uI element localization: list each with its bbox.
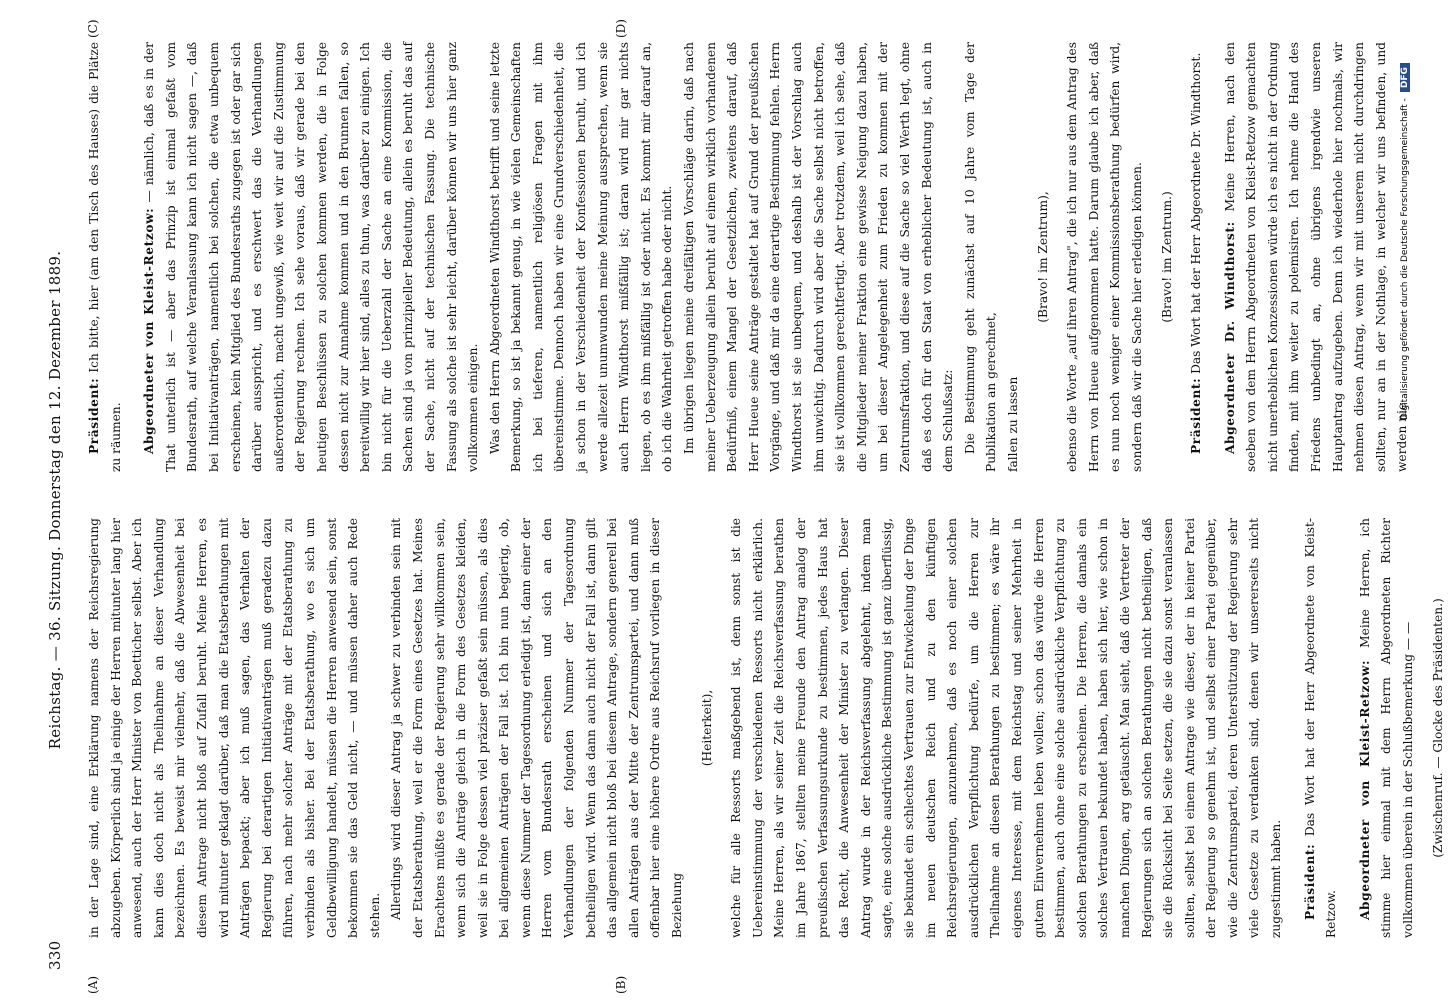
speech-paragraph	[139, 42, 485, 472]
margin-letter-a: (A)	[86, 975, 100, 994]
speech-text: Meine Herren, nach den soeben von dem Herrn Abgeordneten von Kleist-Retzow gemachten nicht unerheblichen Konzessionen würde ich es nicht in der Ordnung finden, mit ihm weiter zu polemisiren. Ich nehme die Hand des Friedens unbedingt an, ohne übrigens irgendwie unseren Hauptantrag aufzugeben. Denn ich wiederhole hier nochmals, wir nehmen diesen Antrag, wenn wir mit unserem nicht durchdringen sollten, nur an in der Nothlage, in welcher wir uns befinden, und werden nie	[1222, 42, 1410, 472]
left-column	[84, 518, 1445, 938]
speech-paragraph	[84, 42, 127, 472]
spacer	[1288, 518, 1300, 938]
dfg-credit-text: Digitalisierung gefördert durch die Deutsche Forschungsgemeinschaft -	[1400, 98, 1410, 420]
spacer	[127, 42, 139, 472]
spacer	[1208, 42, 1220, 472]
speech-paragraph	[1300, 518, 1343, 938]
speech-text: Das Wort hat der Herr Abgeordnete von Kleist-Retzow.	[1302, 518, 1339, 938]
speaker-label: Präsident:	[1189, 377, 1204, 454]
body-paragraph: Die Bestimmung geht zunächst auf 10 Jahre vom Tage der Publikation an gerechnet,	[962, 42, 999, 472]
dfg-logo: DFG	[1400, 63, 1410, 92]
stage-direction: (Heiterkeit),	[699, 689, 714, 767]
margin-letter-b: (B)	[614, 975, 628, 994]
stage-direction: (Bravo! im Zentrum.)	[1159, 191, 1174, 323]
body-paragraph: in der Lage sind, eine Erklärung namens der Reichsregierung abzugeben. Körperlich sind ja einige der Herren mitunter lang hier anwesend, auch der Herr Minister von Boetticher selbst. Aber ich kann dies doch nicht als Theilnahme an dieser Verhandlung bezeichnen. Es beweist mir vielmehr, daß die Abwesenheit bei diesem Antrage nicht bloß auf Zufall beruht. Meine Herren, es wird mitunter geklagt darüber, daß man die Etatsberathungen mit Anträgen bepackt; aber ich muß sagen, das Verhalten der Regierung bei derartigen Initiativanträgen muß geradezu dazu führen, nach mehr solcher Anträge mit der Etatsberathung zu verbinden als bisher. Bei der Etatsberathung, wo es sich um Geldbewilligung handelt, müssen die Herren anwesend sein, sonst bekommen sie das Geld nicht, — und müssen daher auch Rede stehen.	[87, 518, 382, 938]
speaker-label: Abgeordneter Dr. Windthorst:	[1222, 221, 1237, 454]
body-paragraph: Im übrigen liegen meine dreifältigen Vorschläge darin, daß nach meiner Ueberzeugung allein beruht auf einem wirklich vorhandenen Bedürfniß, einem Mangel der Gesetzlichen, zweitens darauf, daß Herr Hueue seine Anträge gestaltet hat auf Grund der preußischen Vorgänge, und daß mir da eine derartige Bestimmung fehlen. Herrn Windthorst ist sie unbequem, und deshalb ist der Vorschlag auch ihm unwichtig. Dadurch wird aber die Sache selbst nicht betroffen, sie ist vollkommen gerechtfertigt. Aber trotzdem, weil ich sehe, daß die Mitglieder meiner Fraktion eine gewisse Neigung dazu haben, um bei dieser Angelegenheit zum Frieden zu kommen mit der Zentrumsfraktion, und diese auf die Sache so viel Werth legt, ohne daß es doch für den Staat von erheblicher Bedeutung ist, auch in dem Schlußsatz:	[682, 42, 956, 472]
body-paragraph: fallen zu lassen	[1005, 376, 1020, 472]
margin-letter-d: (D)	[614, 19, 628, 38]
body-paragraph: ebenso die Worte „auf ihren Antrag", die ich nur aus dem Antrag des Herrn von Hueue aufgenommen hatte. Darum glaube ich aber, daß es nun noch weniger einer Kommissionsberathung bedürfen wird, sondern daß wir die Sache hier erledigen können.	[1065, 42, 1144, 472]
body-paragraph: Was den Herrn Abgeordneten Windthorst betrifft und seine letzte Bemerkung, so ist ja bekannt genug, in wie vielen Gemeinschaften ich bei tieferen, namentlich religiösen Fragen mit ihm übereinstimme. Dennoch haben wir eine Grundverschiedenheit, die ja schon in der Verschiedenheit der Konfessionen beruht, und ich werde allezeit unumwunden meine Meinung aussprechen, wenn sie auch Herrn Windthorst mißfällig ist; daran wird mir gar nichts liegen, ob es ihm mißfällig ist oder nicht. Es kommt mir darauf an, ob ich die Wahrheit getroffen habe oder nicht.	[487, 42, 675, 472]
speech-paragraph	[1220, 42, 1414, 472]
page-header	[38, 30, 72, 970]
dfg-credit	[1400, 0, 1422, 420]
speech-text: — nämlich, daß es in der That unterlich ist — aber das Prinzip ist einmal gefaßt vom Bundesrath, auf welche Veranlassung kann ich nicht sagen —, daß bei Initiativanträgen, namentlich bei solchen, die etwa unbequem erscheinen, kein Mitglied des Bundesraths zugegen ist oder gar sich darüber ausspricht, und es erschwert das die Verhandlungen außerordentlich, macht ungewiß, wie weit wir auf die Zustimmung der Regierung rechnen. Ich sehe voraus, daß wir gerade bei den heutigen Beschlüssen zu solchen kommen werden, die in Folge dessen nicht zur Annahme kommen und in den Brunnen fallen, so bereitwillig wir hier sind, alles zu thun, was darüber zu einigen. Ich bin nicht für die Ueberzahl der Sache an eine Kommission, die Sachen sind ja von prinzipieller Bedeutung, allein es beruht das auf der Sache, nicht auf der technischen Fassung. Die technische Fassung als solche ist sehr leicht, darüber können wir uns hier ganz vollkommen einigen.	[142, 42, 481, 472]
stage-direction: (Bravo! im Zentrum),	[1035, 191, 1050, 323]
speech-paragraph	[1355, 518, 1420, 938]
body-paragraph: Allerdings wird dieser Antrag ja schwer zu verbinden sein mit der Etatsberathung, weil er die Form eines Gesetzes hat. Meines Erachtens müßte es gerade der Regierung sehr willkommen sein, wenn sich die Anträge gleich in die Form des Gesetzes kleiden, weil sie in Folge dessen viel präziser gefaßt sein müssen, als dies bei allgemeinen Anträgen der Fall ist. Ich bin nun begierig, ob, wenn diese Nummer der Tagesordnung erledigt ist, dann einer der Herren vom Bundesrath erscheinen und sich an den Verhandlungen der folgenden Nummer der Tagesordnung betheiligen wird. Wenn das dann auch nicht der Fall ist, dann gilt das allgemein nicht bloß bei diesem Antrage, sondern generell bei allen Anträgen aus der Mitte der Zentrumspartei, und dann muß offenbar hier eine höhere Ordre aus Reichsruf vorliegen in dieser Beziehung	[389, 518, 685, 938]
stage-direction: (Zwischenruf. — Glocke des Präsidenten.)	[1430, 598, 1445, 858]
margin-letter-c: (C)	[86, 19, 100, 38]
spacer	[1343, 518, 1355, 938]
speech-text: Meine Herren, ich stimme hier einmal mit dem Herrn Abgeordneten Richter vollkommen überein in der Schlußbemerkung — —	[1357, 518, 1416, 938]
page-number: 330	[46, 940, 64, 970]
speech-text: Das Wort hat der Herr Abgeordnete Dr. Windthorst.	[1189, 52, 1204, 378]
speaker-label: Präsident:	[87, 377, 101, 454]
running-title: Reichstag. — 36. Sitzung. Donnerstag den 12. Dezember 1889.	[46, 250, 64, 750]
speech-text: Ich bitte, hier (am den Tisch des Hauses) die Plätze zu räumen.	[87, 42, 123, 472]
speech-paragraph	[1186, 42, 1208, 472]
speaker-label: Abgeordneter von Kleist-Retzow:	[142, 207, 157, 454]
speaker-label: Abgeordneter von Kleist-Retzow:	[1357, 659, 1372, 920]
body-paragraph: welche für alle Ressorts maßgebend ist, denn sonst ist die Uebereinstimmung der verschiedenen Ressorts nicht erklärlich. Meine Herren, als wir seiner Zeit die Reichsverfassung berathen im Jahre 1867, stellten meine Freunde den Antrag analog der preußischen Verfassungsurkunde zu bestimmen, jedes Haus hat das Recht, die Anwesenheit der Minister zu verlangen. Dieser Antrag wurde in der Reichsverfassung abgelehnt, indem man sagte, eine solche ausdrückliche Bestimmung ist ganz überflüssig, sie bekundet ein schlechtes Vertrauen zur Entwickelung der Dinge im neuen deutschen Reich und zu den künftigen Reichsregierungen, anzunehmen, daß es noch einer solchen ausdrücklichen Verpflichtung bedürfe, um die Herren zur Theilnahme an diesen Berathungen zu bestimmen; es wäre ihr eigenes Interesse, mit dem Reichstag und seiner Mehrheit in gutem Einvernehmen leben wollen; schon das würde die Herren bestimmen, auch ohne eine solche ausdrückliche Verpflichtung zu solchen Berathungen zu erscheinen. Die Herren, die damals ein solches Vertrauen bekundet haben, haben sich hier, wie schon in manchen Dingen, arg getäuscht. Man sieht, daß die Vertreter der Regierungen sich an solchen Berathungen nicht betheiligen, daß sie die Rücksicht bei Seite setzen, die sie dazu sonst veranlassen sollten, selbst bei einem Antrage wie dieser, der in keiner Partei der Regierung so genehm ist, und selbst einer Partei gegenüber, wie die Zentrumspartei, deren Unterstützung der Regierung sehr viele Gesetze zu verdanken sind, denen wir unsererseits nicht zugestimmt haben.	[729, 518, 1284, 938]
speaker-label: Präsident:	[1302, 843, 1317, 920]
